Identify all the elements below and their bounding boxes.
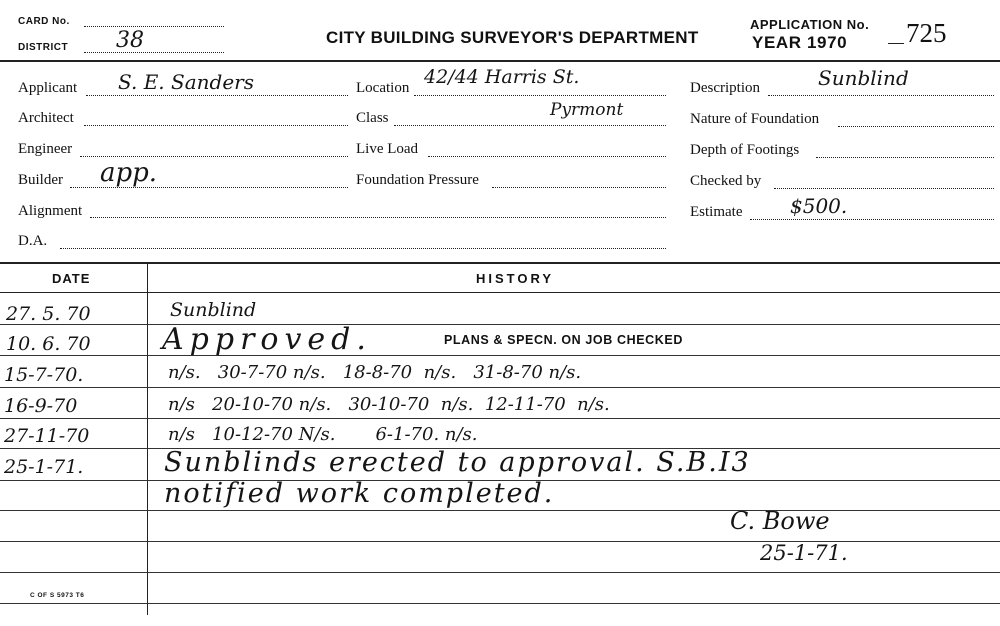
table-row-date: 27. 5. 70 xyxy=(6,303,91,325)
checked-by-line xyxy=(774,188,994,189)
signature-date: 25-1-71. xyxy=(760,541,848,565)
description-label: Description xyxy=(690,80,760,96)
table-top-rule xyxy=(0,262,1000,264)
location-value: 42/44 Harris St. xyxy=(424,66,580,88)
estimate-line xyxy=(750,219,994,220)
live-load-label: Live Load xyxy=(356,141,419,157)
estimate-value: $500. xyxy=(790,194,848,218)
estimate-label: Estimate xyxy=(690,204,743,220)
table-row-date: 25-1-71. xyxy=(4,456,84,478)
card-no-label: CARD No. xyxy=(18,16,70,27)
row-rule xyxy=(0,572,1000,573)
foundation-pressure-label: Foundation Pressure xyxy=(356,172,479,188)
table-row-history: notified work completed. xyxy=(164,478,555,509)
form-code: C OF S 5973 T6 xyxy=(30,592,85,599)
row-rule xyxy=(0,510,1000,511)
table-row-history: Sunblind xyxy=(170,299,257,321)
table-header-rule xyxy=(0,292,1000,293)
row-rule xyxy=(0,387,1000,388)
signature: C. Bowe xyxy=(730,507,830,535)
live-load-line xyxy=(428,156,666,157)
foundation-pressure-line xyxy=(492,187,666,188)
da-label: D.A. xyxy=(18,233,48,249)
application-dash xyxy=(888,43,904,44)
header-rule xyxy=(0,60,1000,62)
applicant-value: S. E. Sanders xyxy=(118,70,254,94)
nature-of-foundation-label: Nature of Foundation xyxy=(690,111,820,127)
department-title: CITY BUILDING SURVEYOR'S DEPARTMENT xyxy=(326,28,699,47)
table-row-history: n/s 20-10-70 n/s. 30-10-70 n/s. 12-11-70 n/s. xyxy=(168,394,610,415)
application-label: APPLICATION No. xyxy=(750,17,870,32)
description-value: Sunblind xyxy=(818,66,909,90)
table-row-history: Sunblinds erected to approval. S.B.I3 xyxy=(164,447,751,478)
builder-label: Builder xyxy=(18,172,63,188)
district-value: 38 xyxy=(116,28,144,53)
date-column-divider xyxy=(147,263,148,615)
date-header: DATE xyxy=(52,271,91,286)
depth-of-footings-label: Depth of Footings xyxy=(690,142,800,158)
architect-label: Architect xyxy=(18,110,74,126)
table-row-history: n/s. 30-7-70 n/s. 18-8-70 n/s. 31-8-70 n/s. xyxy=(168,362,582,383)
application-number: 725 xyxy=(906,18,947,48)
row-rule xyxy=(0,355,1000,356)
row-rule xyxy=(0,418,1000,419)
applicant-line xyxy=(86,95,348,96)
alignment-line xyxy=(90,217,666,218)
row-rule xyxy=(0,541,1000,542)
nature-of-foundation-line xyxy=(838,126,994,127)
class-label: Class xyxy=(356,110,389,126)
row-rule xyxy=(0,603,1000,604)
builder-value: app. xyxy=(100,158,158,188)
table-row-history: n/s 10-12-70 N/s. 6-1-70. n/s. xyxy=(168,424,478,445)
engineer-line xyxy=(80,156,348,157)
table-row-date: 27-11-70 xyxy=(4,425,90,447)
depth-of-footings-line xyxy=(816,157,994,158)
checked-by-label: Checked by xyxy=(690,173,762,189)
district-line xyxy=(84,52,224,53)
class-line xyxy=(394,125,666,126)
checked-stamp: PLANS & SPECN. ON JOB CHECKED xyxy=(444,333,683,347)
location-label: Location xyxy=(356,80,410,96)
location-suburb: Pyrmont xyxy=(550,100,624,120)
table-row-date: 15-7-70. xyxy=(4,364,84,386)
description-line xyxy=(768,95,994,96)
engineer-label: Engineer xyxy=(18,141,73,157)
location-line xyxy=(414,95,666,96)
year-label: YEAR 1970 xyxy=(752,33,848,52)
table-row-date: 16-9-70 xyxy=(4,395,78,417)
row-rule xyxy=(0,324,1000,325)
history-header: HISTORY xyxy=(476,271,555,286)
table-row-history: Approved. xyxy=(162,322,372,357)
table-row-date: 10. 6. 70 xyxy=(6,333,91,355)
card-no-line xyxy=(84,26,224,27)
da-line xyxy=(60,248,666,249)
architect-line xyxy=(84,125,348,126)
applicant-label: Applicant xyxy=(18,80,78,96)
district-label: DISTRICT xyxy=(18,42,69,53)
alignment-label: Alignment xyxy=(18,203,83,219)
